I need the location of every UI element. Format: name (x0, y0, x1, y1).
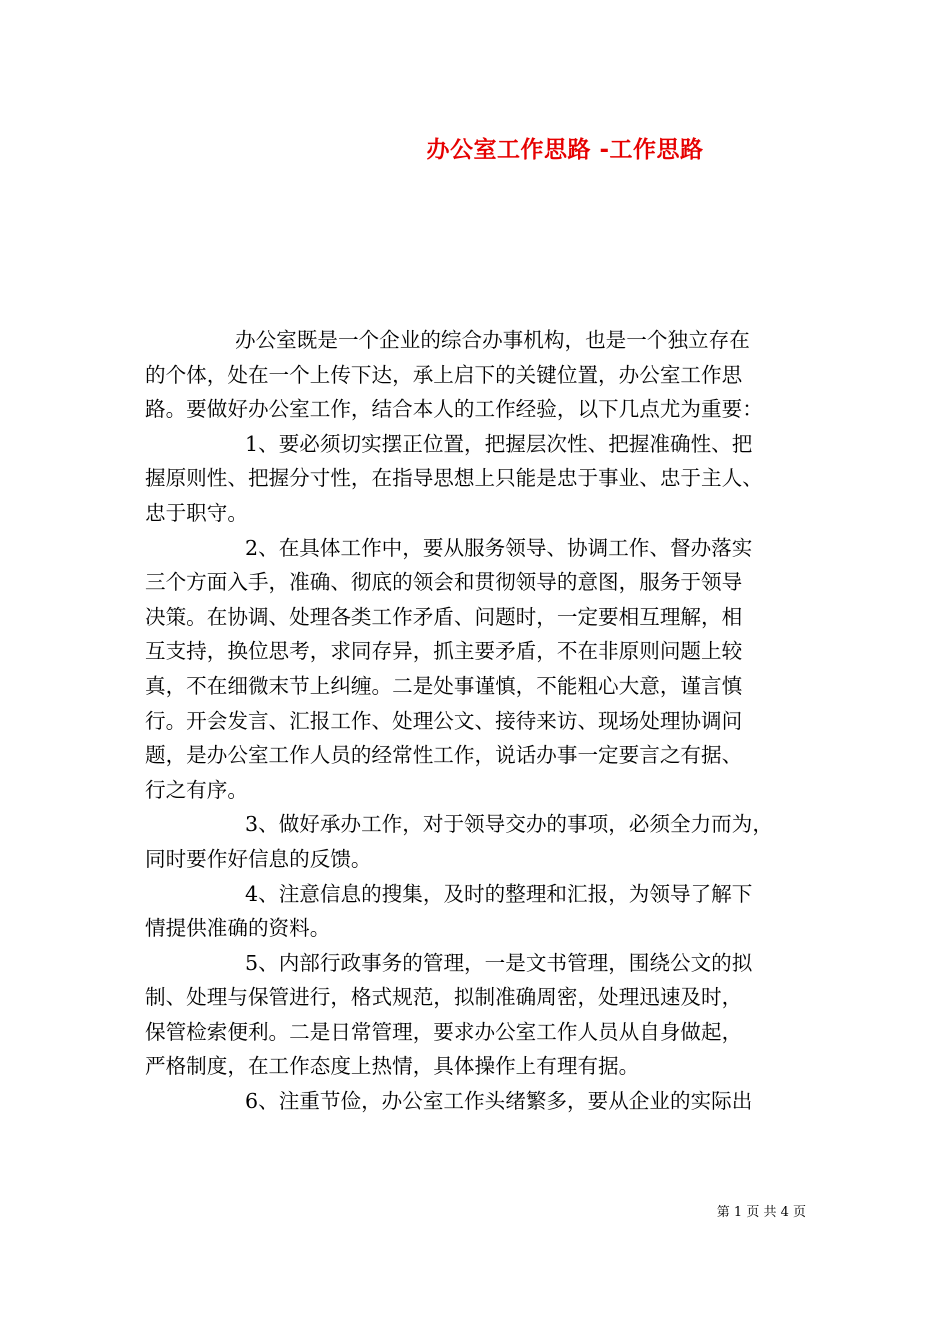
text-line: 三个方面入手，准确、彻底的领会和贯彻领导的意图，服务于领导 (145, 570, 743, 595)
text-line: 的个体，处在一个上传下达，承上启下的关键位置，办公室工作思 (145, 362, 743, 387)
body-text (145, 323, 825, 1119)
page-number-footer: 第 1 页 共 4 页 (716, 1205, 806, 1220)
text-line: 握原则性、把握分寸性，在指导思想上只能是忠于事业、忠于主人、 (145, 466, 763, 491)
page-title: 办公室工作思路 -工作思路 (426, 137, 704, 163)
text-line: 6、注重节俭，办公室工作头绪繁多，要从企业的实际出 (245, 1089, 753, 1114)
text-line: 题，是办公室工作人员的经常性工作，说话办事一定要言之有据、 (145, 743, 743, 768)
text-line: 3、做好承办工作，对于领导交办的事项，必须全力而为， (245, 812, 773, 837)
text-line: 行之有序。 (145, 777, 248, 802)
text-line: 路。要做好办公室工作，结合本人的工作经验，以下几点尤为重要： (145, 397, 763, 422)
text-line: 2、在具体工作中，要从服务领导、协调工作、督办落实 (245, 535, 753, 560)
text-line: 忠于职守。 (145, 500, 248, 525)
text-line: 办公室既是一个企业的综合办事机构，也是一个独立存在 (235, 328, 750, 352)
text-line: 4、注意信息的搜集，及时的整理和汇报，为领导了解下 (245, 881, 753, 906)
text-line: 保管检索便利。二是日常管理，要求办公室工作人员从自身做起， (145, 1019, 743, 1044)
text-line: 5、内部行政事务的管理，一是文书管理，围绕公文的拟 (245, 950, 753, 975)
text-line: 互支持，换位思考，求同存异，抓主要矛盾，不在非原则问题上较 (145, 639, 743, 664)
text-line: 情提供准确的资料。 (145, 916, 331, 941)
text-line: 真，不在细微末节上纠缠。二是处事谨慎，不能粗心大意，谨言慎 (145, 673, 743, 698)
text-line: 制、处理与保管进行，格式规范，拟制准确周密，处理迅速及时， (145, 985, 743, 1010)
text-line: 1、要必须切实摆正位置，把握层次性、把握准确性、把 (245, 431, 753, 456)
text-line: 决策。在协调、处理各类工作矛盾、问题时，一定要相互理解，相 (145, 604, 743, 629)
text-line: 行。开会发言、汇报工作、处理公文、接待来访、现场处理协调问 (145, 708, 743, 733)
text-line: 严格制度，在工作态度上热情，具体操作上有理有据。 (145, 1054, 640, 1079)
text-line: 同时要作好信息的反馈。 (145, 846, 372, 871)
